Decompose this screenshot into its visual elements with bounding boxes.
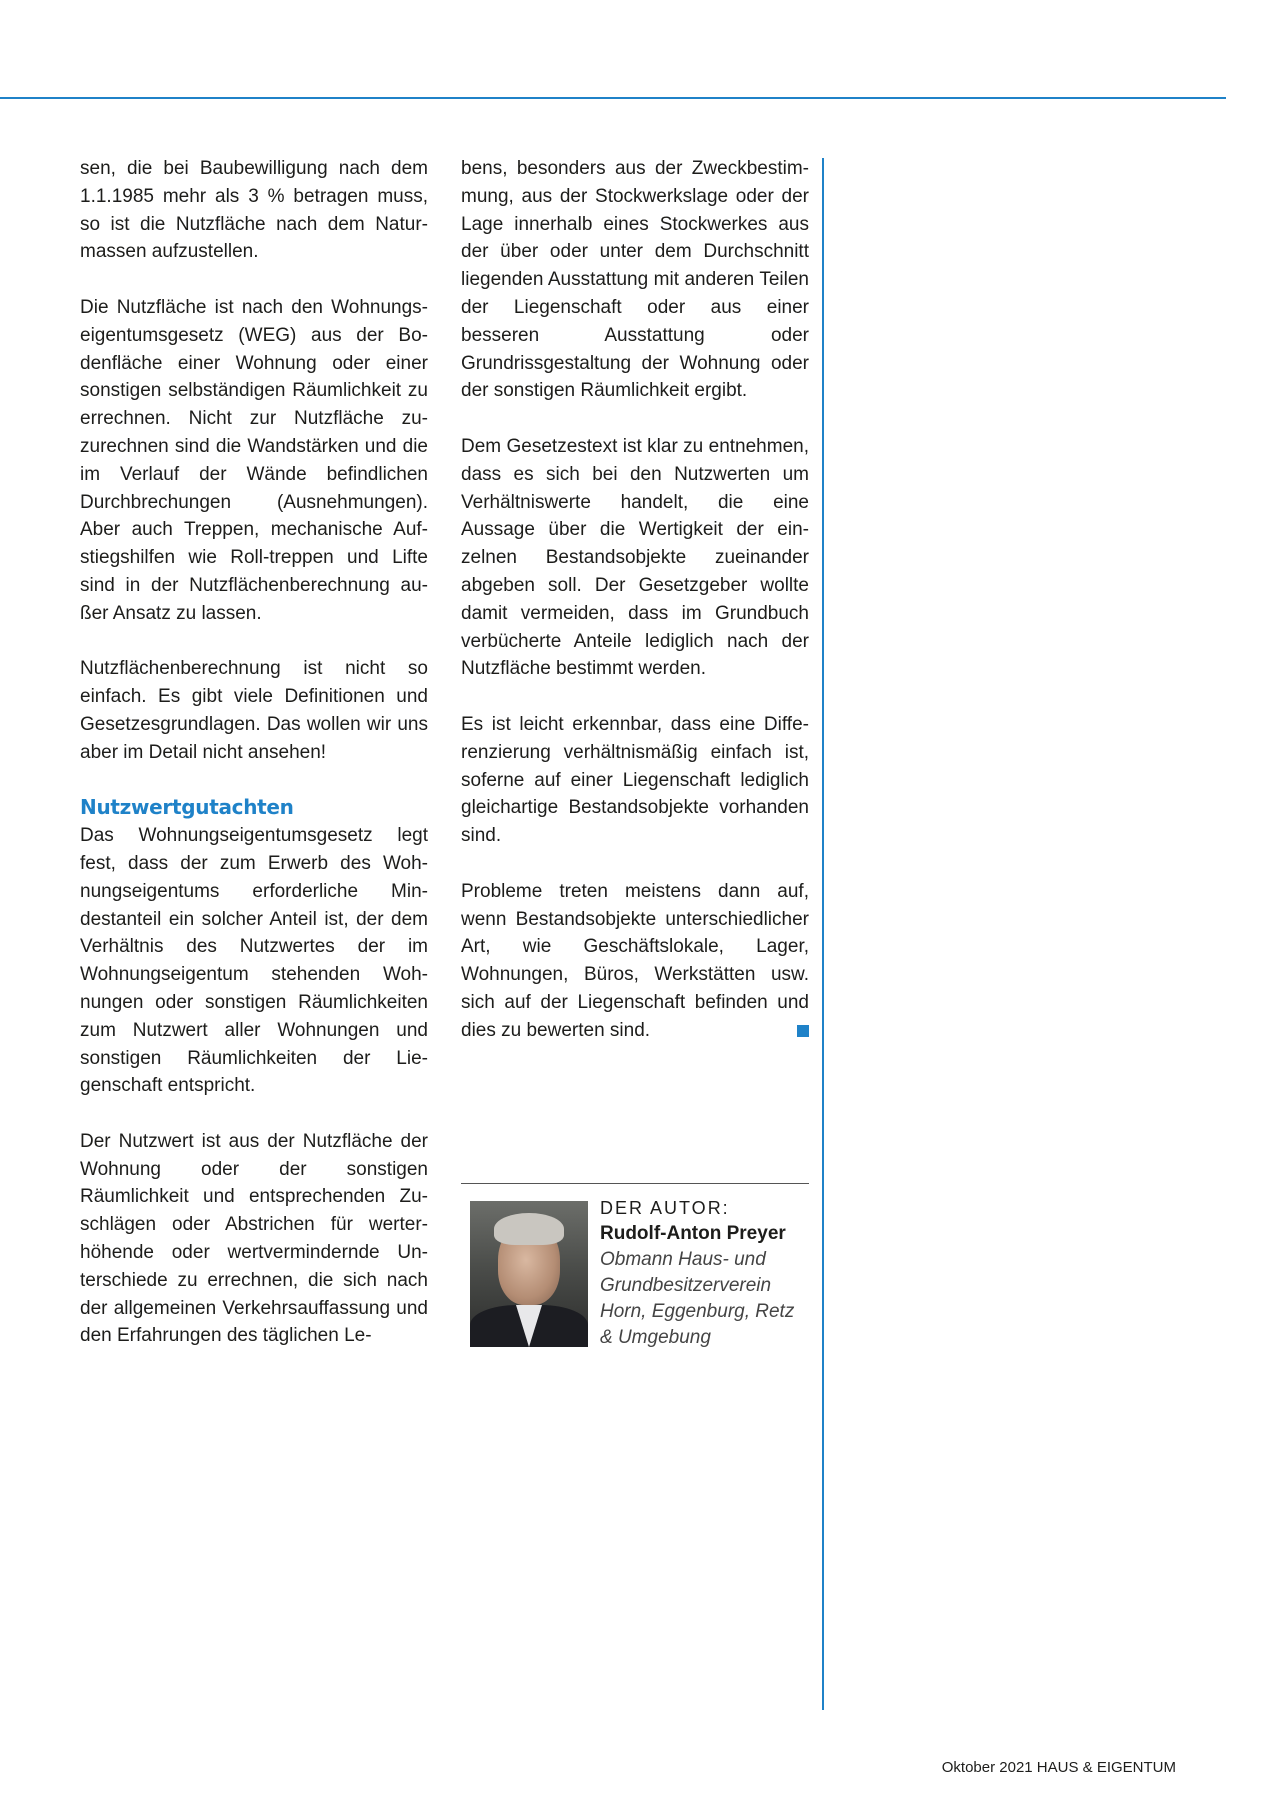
author-photo bbox=[470, 1201, 588, 1347]
page-footer: Oktober 2021 HAUS & EIGENTUM bbox=[941, 1759, 1176, 1776]
paragraph: Das Wohnungseigentumsgesetz legt fest, dass der zum Erwerb des Wohnungseigentums erforderliche Mindestanteil ein solcher Anteil ist, der dem Verhältnis des Nutzwertes der im Wohnungseigentum stehenden Wohnungen oder sonstigen Räumlichkeiten zum Nutzwert aller Wohnungen und sonstigen Räumlichkeiten der Liegenschaft entspricht. bbox=[80, 825, 428, 1097]
section-heading: Nutzwertgutachten bbox=[80, 795, 294, 820]
author-role-line: Obmann Haus- und bbox=[600, 1249, 766, 1270]
paragraph: Nutzflächenberechnung ist nicht so einfach. Es gibt viele Definitionen und Gesetzesgrundlagen. Das wollen wir uns aber im Detail nicht ansehen! bbox=[80, 658, 428, 763]
paragraph-text: Probleme treten meistens dann auf, wenn Bestandsobjekte unterschiedlicher Art, wie Geschäftslokale, Lager, Wohnungen, Büros, Werkstätten usw. sich auf der Liegenschaft befinden und dies zu bewerten sind. bbox=[461, 880, 809, 1041]
author-divider bbox=[461, 1183, 809, 1184]
column-rule bbox=[822, 158, 824, 1710]
paragraph: Es ist leicht erkennbar, dass eine Differenzierung verhältnismäßig einfach ist, soferne auf einer Liegenschaft lediglich gleichartige Bestandsobjekte vorhanden sind. bbox=[461, 713, 809, 847]
top-rule bbox=[0, 97, 1226, 99]
author-role-line: & Umgebung bbox=[600, 1327, 711, 1348]
paragraph-last bbox=[461, 878, 809, 1045]
author-role-line: Horn, Eggenburg, Retz bbox=[600, 1301, 795, 1322]
paragraph: bens, besonders aus der Zweckbestimmung, aus der Stockwerkslage oder der Lage innerhalb eines Stockwerkes aus der über oder unter dem Durchschnitt liegenden Ausstattung mit anderen Teilen der Liegenschaft oder aus einer besseren Ausstattung oder Grundrissgestaltung der Wohnung oder der sonstigen Räumlichkeit ergibt. bbox=[461, 158, 809, 402]
left-column bbox=[80, 155, 428, 1378]
paragraph: Die Nutzfläche ist nach den Wohnungseigentumsgesetz (WEG) aus der Bodenfläche einer Wohnung oder einer sonstigen selbständigen Räumlichkeit zu errechnen. Nicht zur Nutzfläche zuzurechnen sind die Wandstärken und die im Verlauf der Wände befindlichen Durchbrechungen (Ausnehmungen). Aber auch Treppen, mechanische Aufstiegshilfen wie Roll-treppen und Lifte sind in der Nutzflächenberechnung außer Ansatz zu lassen. bbox=[80, 296, 428, 624]
right-column bbox=[461, 155, 809, 1072]
end-of-article-square-icon bbox=[797, 1025, 809, 1037]
paragraph: Dem Gesetzestext ist klar zu entnehmen, dass es sich bei den Nutzwerten um Verhältniswerte handelt, die eine Aussage über die Wertigkeit der einzelnen Bestandsobjekte zueinander abgeben soll. Der Gesetzgeber wollte damit vermeiden, dass im Grundbuch verbücherte Anteile lediglich nach der Nutzfläche bestimmt werden. bbox=[461, 435, 809, 680]
author-info bbox=[600, 1195, 820, 1351]
author-name: Rudolf-Anton Preyer bbox=[600, 1223, 786, 1244]
author-role-line: Grundbesitzerverein bbox=[600, 1275, 772, 1296]
paragraph: Der Nutzwert ist aus der Nutzfläche der Wohnung oder der sonstigen Räumlichkeit und entsprechenden Zuschlägen oder Abstrichen für werterhöhende oder wertvermindernde Unterschiede zu errechnen, die sich nach der allgemeinen Verkehrsauffassung und den Erfahrungen des täglichen Le- bbox=[80, 1130, 428, 1347]
author-label: DER AUTOR: bbox=[600, 1198, 730, 1218]
paragraph: sen, die bei Baubewilligung nach dem 1.1.1985 mehr als 3 % betragen muss, so ist die Nutzfläche nach dem Naturmassen aufzustellen. bbox=[80, 158, 428, 263]
